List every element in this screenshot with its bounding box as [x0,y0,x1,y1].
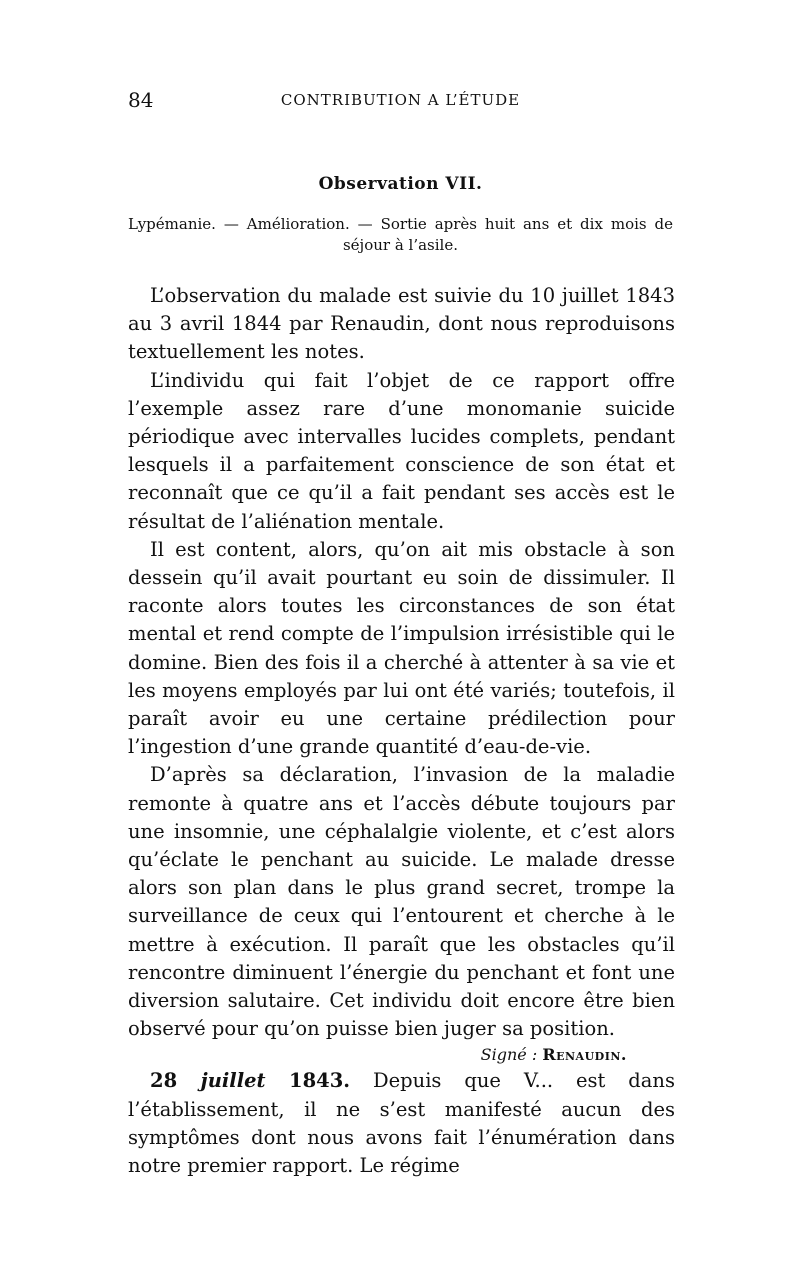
entry-date-day: 28 [150,1069,178,1093]
signature [128,1043,675,1067]
signature-label: Signé : [480,1045,538,1065]
observation-summary [128,214,673,256]
paragraph-4: D’après sa déclaration, l’invasion de la maladie remonte à quatre ans et l’accès débute toujours par une insomnie, une céphalalgie violente, et c’est alors qu’éclate le penchant au suicide. Le malade dresse alors son plan dans le plus grand secret, trompe la surveillance de ceux qui l’entourent et cherche à le mettre à exécution. Il paraît que les obstacles qu’il rencontre diminuent l’énergie du penchant et font une diversion salutaire. Cet individu doit encore être bien observé pour qu’on puisse bien juger sa position. [128,763,675,1041]
running-title: CONTRIBUTION A L’ÉTUDE [280,91,521,109]
entry-text: Depuis que V... est dans l’établissement, il ne s’est manifesté aucun des symptômes dont nous avons fait l’énumération dans notre premier rapport. Le régime [128,1069,675,1178]
paragraph-2: L’individu qui fait l’objet de ce rapport offre l’exemple assez rare d’une monomanie suicide périodique avec intervalles lucides complets, pendant lesquels il a parfaitement conscience de son état et reconnaît que ce qu’il a fait pendant ses accès est le résultat de l’aliénation mentale. [128,368,675,533]
summary-line-1: Lypémanie. — Amélioration. — Sortie après huit ans et dix mois de [128,215,673,233]
paragraph-1: L’observation du malade est suivie du 10 juillet 1843 au 3 avril 1844 par Renaudin, dont nous reproduisons textuellement les notes. [128,284,675,364]
page-number: 84 [128,88,154,112]
entry-date [150,1069,350,1092]
entry-date-year: 1843. [289,1069,351,1093]
summary-line-2: séjour à l’asile. [342,236,458,254]
page-header [128,88,673,114]
entry-date-month: juillet [200,1069,266,1093]
observation-title: Observation VII. [318,174,483,194]
dated-entry [128,1067,675,1180]
paragraph-3: Il est content, alors, qu’on ait mis obstacle à son dessein qu’il avait pourtant eu soin de dissimuler. Il raconte alors toutes les circonstances de son état mental et rend compte de l’impulsion irrésistible qui le domine. Bien des fois il a cherché à attenter à sa vie et les moyens employés par lui ont été variés; toutefois, il paraît avoir eu une certaine prédilection pour l’ingestion d’une grande quantité d’eau-de-vie. [128,537,675,759]
signature-name: Renaudin. [542,1045,627,1065]
body-text [128,282,675,1180]
